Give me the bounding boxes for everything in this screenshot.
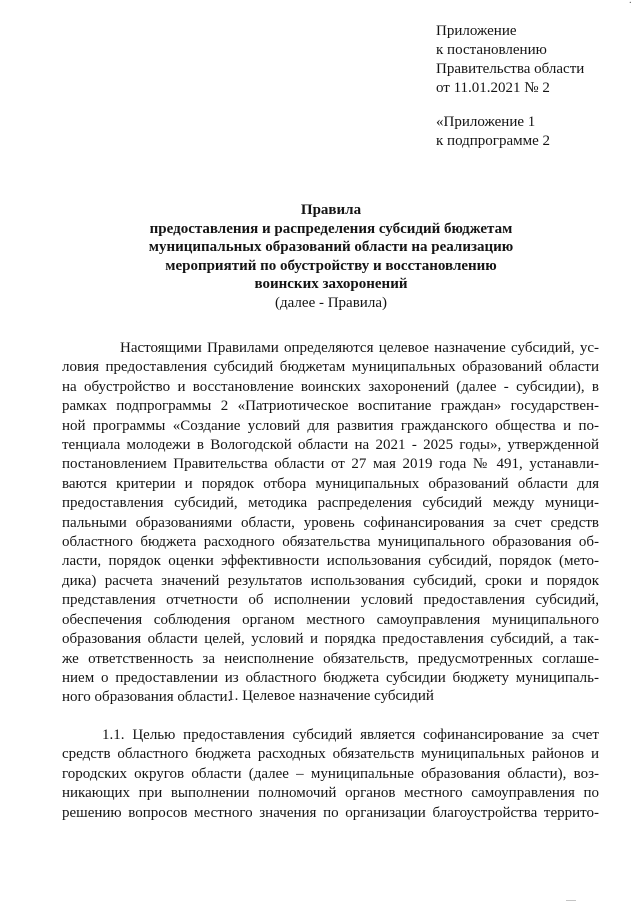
paragraph-line: пальными образованиями области, уровень софинансирования за счет средств bbox=[62, 514, 599, 531]
appendix-block bbox=[436, 22, 626, 151]
paragraph-line: ваются критерии и порядок отбора муниципальных образований области для bbox=[62, 475, 599, 492]
appendix-line: Правительства области bbox=[436, 61, 585, 77]
footer-mark: ..... bbox=[566, 894, 576, 903]
paragraph-line: областного бюджета расходного обязательства муниципального образования об- bbox=[62, 534, 599, 551]
title-note: (далее - Правила) bbox=[275, 294, 387, 311]
paragraph-line: 1.1. Целью предоставления субсидий является софинансирование за счет bbox=[102, 727, 599, 743]
paragraph-line: постановлением Правительства области от 27 мая 2019 года № 491, устанавли- bbox=[62, 456, 599, 473]
paragraph-line: рамках подпрограммы 2 «Патриотическое воспитание граждан» государствен- bbox=[62, 398, 599, 415]
appendix-line: от 11.01.2021 № 2 bbox=[436, 80, 550, 96]
paragraph-line: Настоящими Правилами определяются целевое назначение субсидий, ус- bbox=[120, 340, 599, 356]
paragraph-line: предоставления субсидий, методика распределения субсидий между муници- bbox=[62, 495, 599, 512]
paragraph-line: решению вопросов местного значения по организации благоустройства террито- bbox=[62, 804, 599, 821]
document-title bbox=[96, 201, 566, 312]
paragraph-line: дика) расчета значений результатов использования субсидий, сроки и порядок bbox=[62, 572, 599, 589]
section-heading: 1. Целевое назначение субсидий bbox=[227, 688, 434, 704]
paragraph-line: никающих при выполнении полномочий органов местного самоуправления по bbox=[62, 785, 599, 802]
appendix-line: к постановлению bbox=[436, 42, 547, 58]
paragraph-line: ласти, порядок оценки эффективности использования субсидий, порядок (мето- bbox=[62, 553, 599, 570]
paragraph-line: средств областного бюджета расходных обязательств муниципальных районов и bbox=[62, 746, 599, 763]
paragraph-line: ной программы «Создание условий для развития гражданского общества и по- bbox=[62, 417, 599, 434]
paragraph-line: образования области целей, условий и порядка предоставления субсидий, а так- bbox=[62, 631, 599, 648]
appendix-sub-line: «Приложение 1 bbox=[436, 114, 536, 130]
paragraph-line: обеспечения соблюдения органом местного самоуправления муниципального bbox=[62, 611, 599, 628]
section-paragraph bbox=[62, 726, 599, 823]
title-line: предоставления и распределения субсидий бюджетам bbox=[149, 220, 513, 237]
title-line: Правила bbox=[300, 202, 362, 218]
appendix-line: Приложение bbox=[436, 23, 517, 39]
intro-paragraph bbox=[62, 339, 599, 708]
paragraph-line: тенциала молодежи в Вологодской области на 2021 - 2025 годы», утвержденной bbox=[62, 437, 599, 454]
appendix-gap bbox=[436, 98, 626, 113]
title-line: воинских захоронений bbox=[254, 276, 408, 292]
paragraph-line: представления отчетности об исполнении условий предоставления субсидий, bbox=[62, 592, 599, 609]
corner-mark: · bbox=[628, 0, 632, 9]
title-line: муниципальных образований области на реализацию bbox=[148, 239, 514, 255]
title-line: мероприятий по обустройству и восстановлению bbox=[165, 257, 497, 274]
paragraph-line: нием о предоставлении из областного бюджета субсидии бюджету муниципаль- bbox=[62, 669, 599, 686]
paragraph-line: ного образования области. bbox=[62, 689, 232, 706]
paragraph-line: же ответственность за неисполнение обязательств, предусмотренных соглаше- bbox=[62, 650, 599, 667]
appendix-sub-line: к подпрограмме 2 bbox=[436, 133, 550, 149]
paragraph-line: городских округов области (далее – муниципальные образования области), воз- bbox=[62, 765, 599, 782]
paragraph-line: на обустройство и восстановление воинских захоронений (далее - субсидии), в bbox=[62, 378, 599, 395]
paragraph-line: ловия предоставления субсидий бюджетам муниципальных образований области bbox=[62, 359, 599, 376]
